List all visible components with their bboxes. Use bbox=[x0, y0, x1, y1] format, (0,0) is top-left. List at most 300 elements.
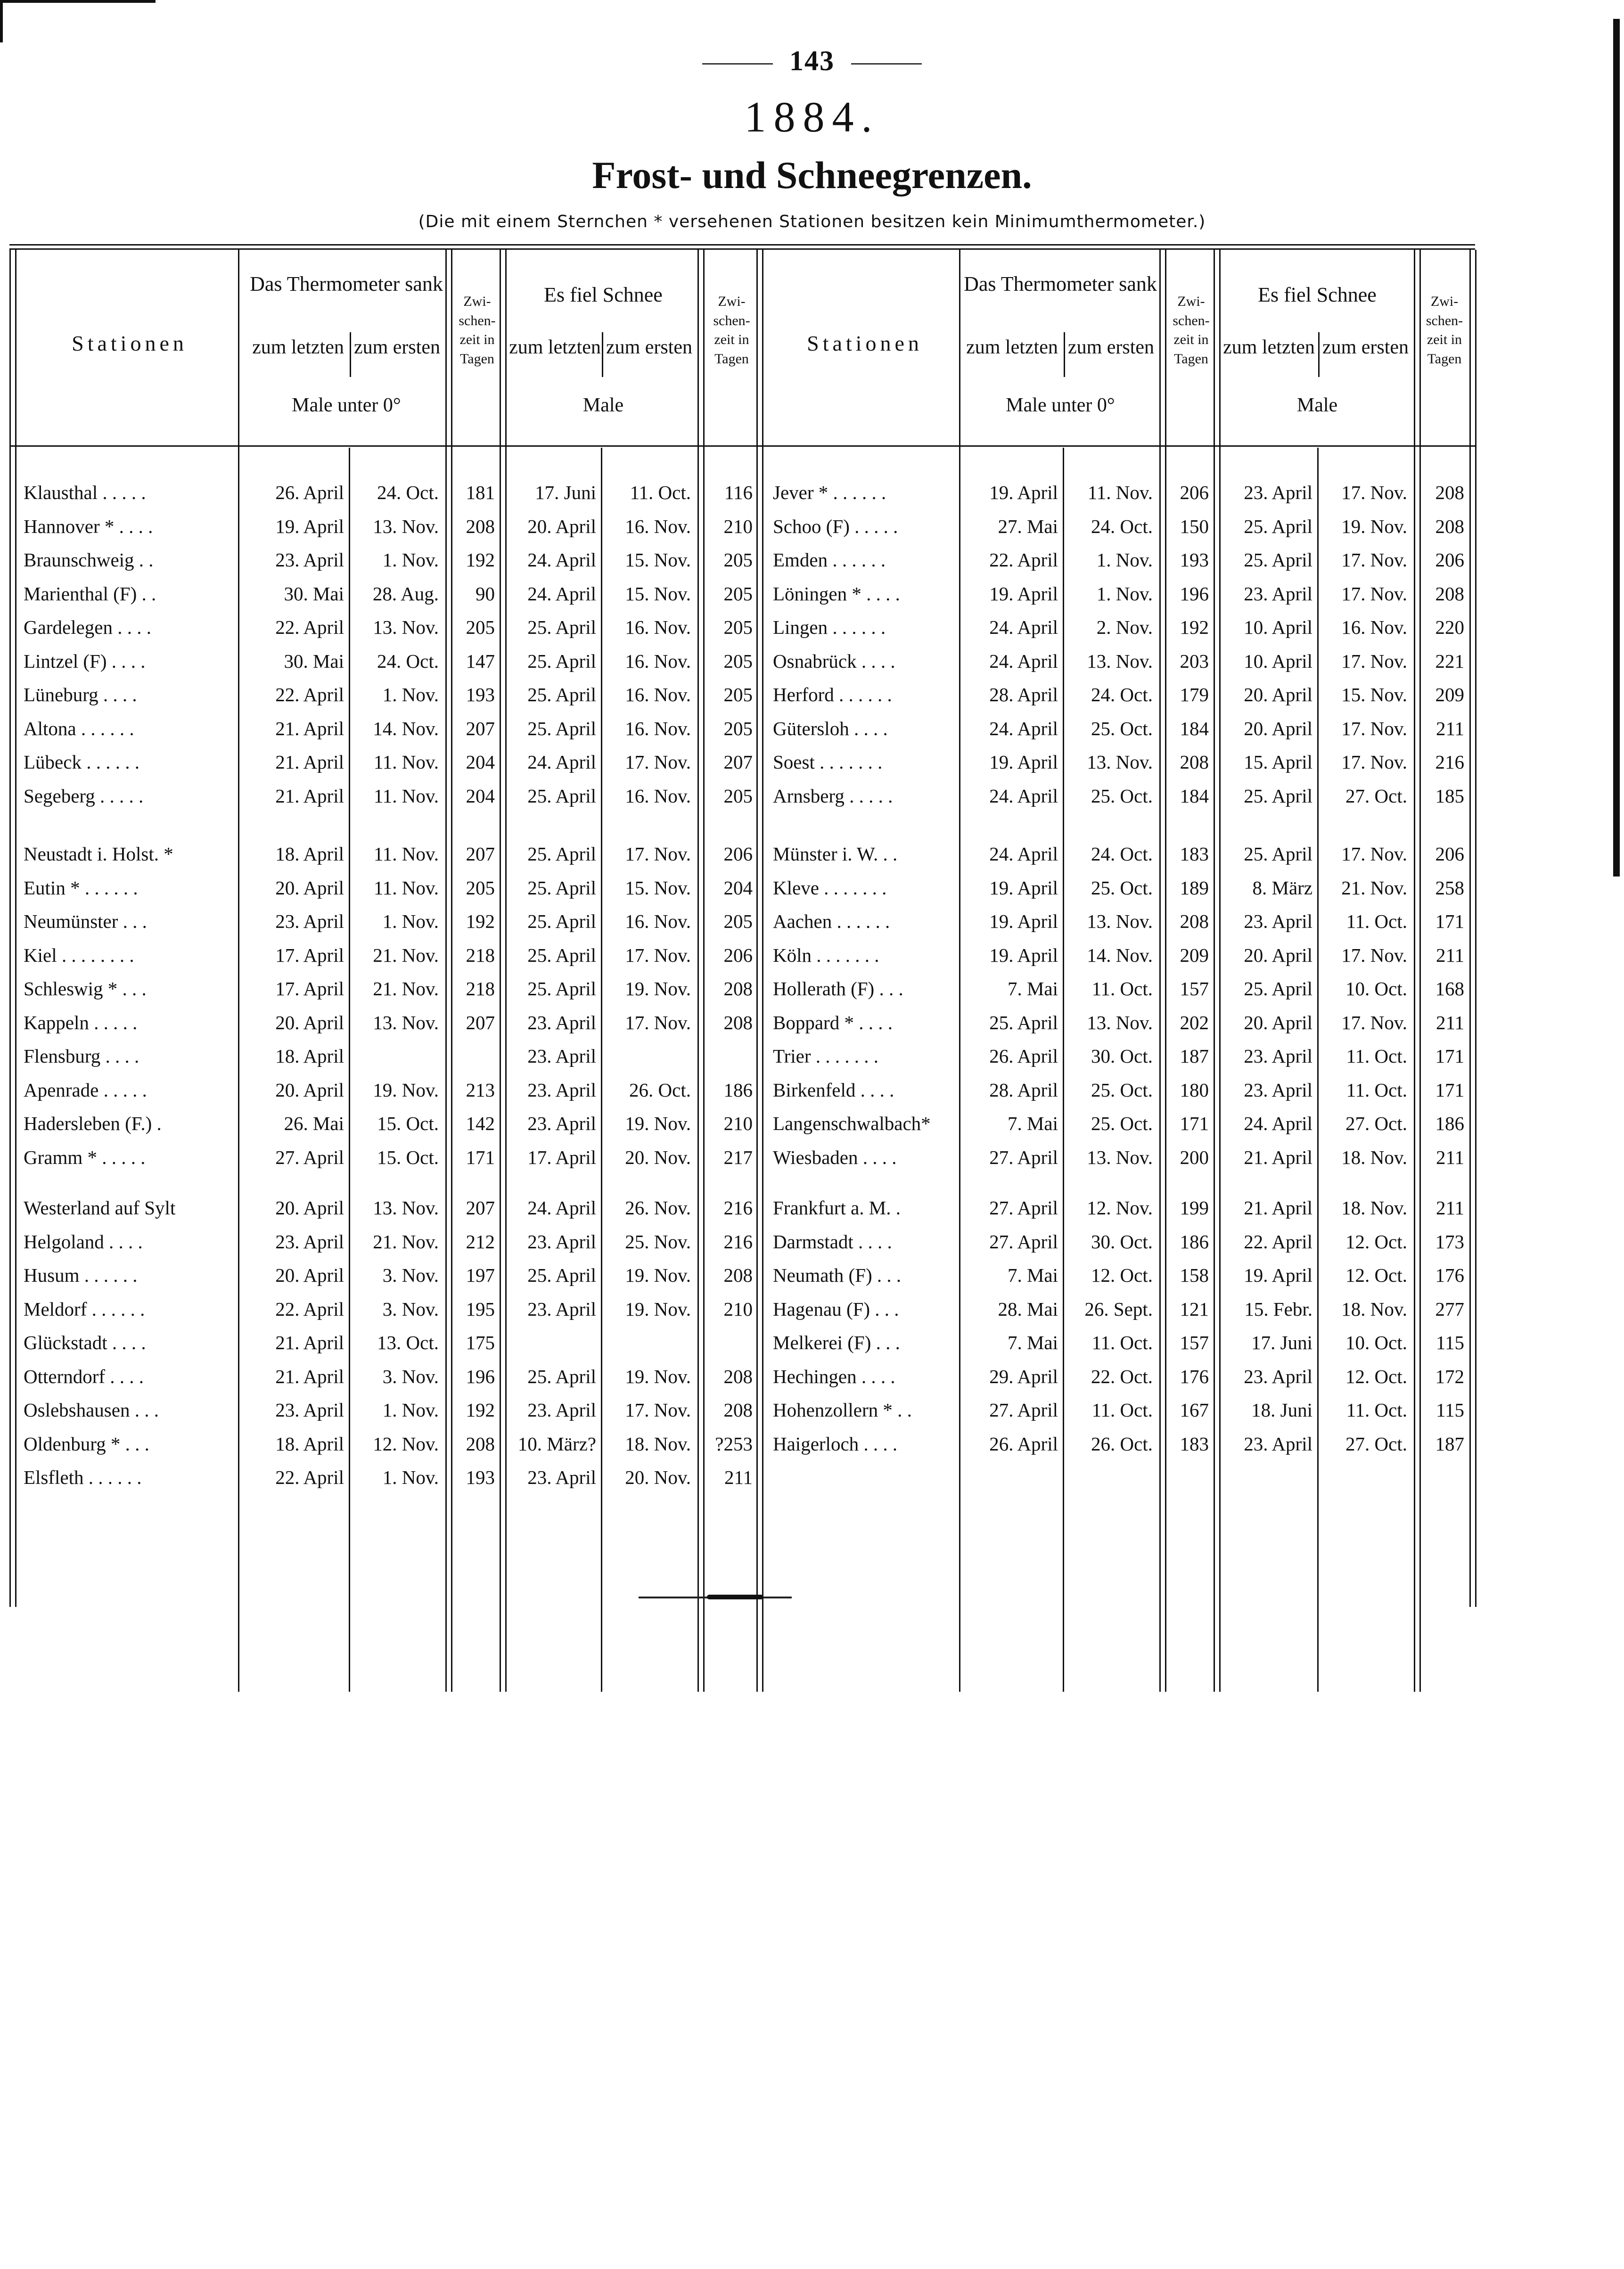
col-rule bbox=[445, 250, 447, 1692]
station-name: Langenschwalbach* bbox=[773, 1113, 931, 1134]
thermo-first-date: 13. Nov. bbox=[1087, 1011, 1153, 1033]
thermo-last-date: 17. April bbox=[275, 944, 344, 966]
snow-first-date: 25. Nov. bbox=[625, 1230, 691, 1253]
snow-interval-days: 211 bbox=[1436, 1197, 1464, 1219]
station-name: Emden . . . . . . bbox=[773, 549, 886, 571]
station-name: Elsfleth . . . . . . bbox=[24, 1466, 142, 1488]
header-stationen: Stationen bbox=[807, 331, 923, 355]
snow-interval-days: 220 bbox=[1435, 616, 1464, 638]
page-title: Frost- und Schneegrenzen. bbox=[592, 154, 1032, 197]
thermo-first-date: 1. Nov. bbox=[1096, 549, 1153, 571]
thermo-first-date: 2. Nov. bbox=[1096, 616, 1153, 638]
table-left-rule-2 bbox=[15, 250, 16, 1607]
thermo-last-date: 18. April bbox=[275, 1045, 344, 1067]
thermo-last-date: 30. Mai bbox=[284, 650, 344, 672]
snow-first-date: 16. Nov. bbox=[625, 717, 691, 739]
station-name: Helgoland . . . . bbox=[24, 1230, 143, 1253]
header-zum-letzten: zum letzten bbox=[1223, 336, 1315, 358]
snow-interval-days: 217 bbox=[723, 1146, 753, 1168]
thermo-interval-days: 176 bbox=[1180, 1365, 1209, 1387]
thermo-last-date: 23. April bbox=[275, 910, 344, 932]
page-edge-left bbox=[0, 0, 3, 42]
thermo-interval-days: 90 bbox=[476, 582, 495, 605]
snow-last-date: 22. April bbox=[1244, 1230, 1312, 1253]
thermo-last-date: 22. April bbox=[275, 616, 344, 638]
thermo-first-date: 12. Nov. bbox=[373, 1433, 439, 1455]
station-name: Herford . . . . . . bbox=[773, 684, 892, 705]
thermo-last-date: 18. April bbox=[275, 1433, 344, 1455]
snow-last-date: 24. April bbox=[527, 549, 596, 571]
thermo-first-date: 24. Oct. bbox=[1091, 843, 1153, 865]
snow-last-date: 23. April bbox=[527, 1079, 596, 1101]
thermo-last-date: 18. April bbox=[275, 843, 344, 865]
thermo-last-date: 27. April bbox=[989, 1146, 1058, 1168]
thermo-last-date: 28. April bbox=[989, 684, 1058, 705]
col-rule bbox=[959, 250, 960, 1692]
snow-interval-days: 205 bbox=[723, 717, 753, 739]
snow-last-date: 10. April bbox=[1244, 650, 1312, 672]
snow-interval-days: 205 bbox=[723, 549, 753, 571]
snow-last-date: 23. April bbox=[527, 1045, 596, 1067]
snow-last-date: 24. April bbox=[527, 1197, 596, 1219]
station-name: Schoo (F) . . . . . bbox=[773, 515, 898, 537]
col-rule bbox=[451, 250, 452, 1692]
station-name: Hohenzollern * . . bbox=[773, 1399, 912, 1421]
thermo-last-date: 27. April bbox=[989, 1399, 1058, 1421]
thermo-interval-days: 192 bbox=[466, 910, 495, 932]
thermo-interval-days: 213 bbox=[466, 1079, 495, 1101]
snow-last-date: 18. Juni bbox=[1251, 1399, 1312, 1421]
snow-first-date bbox=[601, 1328, 691, 1357]
thermo-first-date: 21. Nov. bbox=[373, 978, 439, 999]
snow-first-date: 20. Nov. bbox=[625, 1146, 691, 1168]
snow-last-date: 23. April bbox=[1244, 1365, 1312, 1387]
snow-last-date: 24. April bbox=[1244, 1113, 1312, 1134]
snow-last-date: 25. April bbox=[527, 876, 596, 899]
snow-first-date: 27. Oct. bbox=[1345, 785, 1407, 807]
thermo-last-date: 19. April bbox=[989, 482, 1058, 503]
snow-interval-days: 205 bbox=[723, 684, 753, 705]
header-bottom-rule bbox=[9, 445, 1475, 447]
thermo-last-date: 26. April bbox=[989, 1045, 1058, 1067]
col-rule bbox=[697, 250, 699, 1692]
thermo-interval-days: 189 bbox=[1180, 876, 1209, 899]
thermo-interval-days: 181 bbox=[466, 482, 495, 503]
snow-interval-days: 208 bbox=[723, 1264, 753, 1286]
thermo-interval-days: 147 bbox=[466, 650, 495, 672]
snow-interval-days: 208 bbox=[1435, 582, 1464, 605]
snow-first-date: 27. Oct. bbox=[1345, 1113, 1407, 1134]
thermo-last-date: 24. April bbox=[989, 785, 1058, 807]
snow-last-date: 25. April bbox=[527, 785, 596, 807]
snow-last-date: 17. April bbox=[527, 1146, 596, 1168]
thermo-interval-days bbox=[455, 1042, 495, 1070]
thermo-first-date: 13. Nov. bbox=[373, 515, 439, 537]
thermo-interval-days: 183 bbox=[1180, 843, 1209, 865]
thermo-first-date: 25. Oct. bbox=[1091, 785, 1153, 807]
table-right-rule bbox=[1475, 250, 1476, 1607]
snow-interval-days: 206 bbox=[1435, 843, 1464, 865]
thermo-first-date: 11. Nov. bbox=[373, 785, 439, 807]
station-name: Oldenburg * . . . bbox=[24, 1433, 149, 1455]
thermo-first-date bbox=[349, 1042, 439, 1070]
thermo-first-date: 13. Nov. bbox=[373, 616, 439, 638]
snow-interval-days: 210 bbox=[723, 1298, 753, 1320]
snow-first-date: 15. Nov. bbox=[1341, 684, 1407, 705]
thermo-first-date: 12. Oct. bbox=[1091, 1264, 1153, 1286]
thermo-first-date: 1. Nov. bbox=[382, 1466, 439, 1488]
thermo-first-date: 13. Nov. bbox=[373, 1011, 439, 1033]
snow-interval-days: 211 bbox=[1436, 1146, 1464, 1168]
thermo-first-date: 26. Oct. bbox=[1091, 1433, 1153, 1455]
thermo-last-date: 19. April bbox=[989, 910, 1058, 932]
thermo-last-date: 20. April bbox=[275, 1264, 344, 1286]
snow-interval-days: 211 bbox=[724, 1466, 753, 1488]
snow-last-date: 25. April bbox=[527, 684, 596, 705]
thermo-interval-days: 212 bbox=[466, 1230, 495, 1253]
snow-last-date: 25. April bbox=[1244, 978, 1312, 999]
header-male: Male bbox=[1296, 394, 1338, 416]
thermo-first-date: 3. Nov. bbox=[382, 1365, 439, 1387]
thermo-interval-days: 193 bbox=[466, 684, 495, 705]
snow-last-date: 25. April bbox=[527, 910, 596, 932]
snow-last-date: 25. April bbox=[527, 1365, 596, 1387]
thermo-first-date: 13. Nov. bbox=[373, 1197, 439, 1219]
snow-first-date: 18. Nov. bbox=[625, 1433, 691, 1455]
station-name: Soest . . . . . . . bbox=[773, 751, 883, 773]
snow-interval-days: 187 bbox=[1435, 1433, 1464, 1455]
snow-first-date: 17. Nov. bbox=[1341, 751, 1407, 773]
snow-last-date: 25. April bbox=[527, 717, 596, 739]
thermo-last-date: 28. April bbox=[989, 1079, 1058, 1101]
snow-last-date: 23. April bbox=[1244, 910, 1312, 932]
station-name: Husum . . . . . . bbox=[24, 1264, 138, 1286]
thermo-interval-days: 205 bbox=[466, 616, 495, 638]
thermo-interval-days: 208 bbox=[1180, 751, 1209, 773]
snow-first-date: 27. Oct. bbox=[1345, 1433, 1407, 1455]
thermo-first-date: 24. Oct. bbox=[377, 650, 439, 672]
snow-first-date: 19. Nov. bbox=[625, 1113, 691, 1134]
snow-first-date: 11. Oct. bbox=[630, 482, 691, 503]
snow-last-date: 23. April bbox=[527, 1230, 596, 1253]
snow-first-date: 17. Nov. bbox=[1341, 1011, 1407, 1033]
thermo-first-date: 25. Oct. bbox=[1091, 1079, 1153, 1101]
thermo-last-date: 19. April bbox=[989, 582, 1058, 605]
thermo-first-date: 22. Oct. bbox=[1091, 1365, 1153, 1387]
thermo-last-date: 22. April bbox=[989, 549, 1058, 571]
thermo-first-date: 13. Nov. bbox=[1087, 1146, 1153, 1168]
station-name: Arnsberg . . . . . bbox=[773, 785, 893, 807]
snow-first-date: 15. Nov. bbox=[625, 582, 691, 605]
station-name: Münster i. W. . . bbox=[773, 843, 898, 865]
snow-first-date: 16. Nov. bbox=[625, 616, 691, 638]
snow-interval-days: 206 bbox=[723, 944, 753, 966]
header-zwischenzeit: Zwi- schen- zeit in Tagen bbox=[1173, 294, 1210, 367]
thermo-last-date: 21. April bbox=[275, 751, 344, 773]
station-name: Braunschweig . . bbox=[24, 549, 154, 571]
snow-first-date: 19. Nov. bbox=[625, 1298, 691, 1320]
thermo-interval-days: 208 bbox=[1180, 910, 1209, 932]
thermo-interval-days: 202 bbox=[1180, 1011, 1209, 1033]
snow-first-date: 26. Oct. bbox=[629, 1079, 691, 1101]
snow-last-date: 25. April bbox=[1244, 785, 1312, 807]
snow-first-date: 17. Nov. bbox=[1341, 717, 1407, 739]
snow-interval-days: 205 bbox=[723, 616, 753, 638]
thermo-first-date: 1. Nov. bbox=[382, 910, 439, 932]
col-rule bbox=[1214, 250, 1215, 1692]
thermo-interval-days: 184 bbox=[1180, 785, 1209, 807]
snow-last-date: 23. April bbox=[1244, 1045, 1312, 1067]
thermo-last-date: 26. Mai bbox=[284, 1113, 344, 1134]
thermo-interval-days: 192 bbox=[1180, 616, 1209, 638]
snow-interval-days: 211 bbox=[1436, 1011, 1464, 1033]
snow-interval-days: 258 bbox=[1435, 876, 1464, 899]
snow-interval-days: 211 bbox=[1436, 944, 1464, 966]
thermo-interval-days: 171 bbox=[1180, 1113, 1209, 1134]
snow-first-date: 11. Oct. bbox=[1346, 1399, 1407, 1421]
snow-interval-days: 171 bbox=[1435, 1079, 1464, 1101]
snow-interval-days: 210 bbox=[723, 515, 753, 537]
snow-first-date: 18. Nov. bbox=[1341, 1298, 1407, 1320]
thermo-last-date: 19. April bbox=[275, 515, 344, 537]
thermo-interval-days: 208 bbox=[466, 515, 495, 537]
thermo-interval-days: 207 bbox=[466, 717, 495, 739]
page-subtitle: (Die mit einem Sternchen * versehenen Stationen besitzen kein Minimumthermometer.) bbox=[418, 212, 1206, 231]
snow-first-date: 17. Nov. bbox=[625, 843, 691, 865]
snow-last-date: 15. April bbox=[1244, 751, 1312, 773]
thermo-first-date: 11. Nov. bbox=[1087, 482, 1153, 503]
snow-first-date: 17. Nov. bbox=[1341, 549, 1407, 571]
header-zum-ersten: zum ersten bbox=[1067, 336, 1155, 358]
thermo-first-date: 11. Oct. bbox=[1091, 1399, 1153, 1421]
thermo-last-date: 21. April bbox=[275, 1332, 344, 1353]
thermo-last-date: 22. April bbox=[275, 1298, 344, 1320]
snow-first-date: 19. Nov. bbox=[1341, 515, 1407, 537]
snow-last-date: 20. April bbox=[1244, 717, 1312, 739]
snow-first-date bbox=[601, 1042, 691, 1070]
thermo-interval-days: 157 bbox=[1180, 1332, 1209, 1353]
snow-last-date: 23. April bbox=[527, 1466, 596, 1488]
thermo-last-date: 7. Mai bbox=[1007, 1264, 1058, 1286]
snow-first-date: 11. Oct. bbox=[1346, 910, 1407, 932]
header-schnee: Es fiel Schnee bbox=[544, 283, 663, 306]
thermo-first-date: 24. Oct. bbox=[1091, 684, 1153, 705]
thermo-first-date: 11. Nov. bbox=[373, 876, 439, 899]
station-name: Hollerath (F) . . . bbox=[773, 978, 903, 999]
thermo-first-date: 12. Nov. bbox=[1087, 1197, 1153, 1219]
header-zum-letzten: zum letzten bbox=[966, 336, 1058, 358]
header-zum-letzten: zum letzten bbox=[252, 336, 344, 358]
thermo-first-date: 21. Nov. bbox=[373, 944, 439, 966]
thermo-first-date: 13. Nov. bbox=[1087, 751, 1153, 773]
station-name: Lüneburg . . . . bbox=[24, 684, 137, 705]
thermo-first-date: 21. Nov. bbox=[373, 1230, 439, 1253]
snow-interval-days: 216 bbox=[723, 1197, 753, 1219]
thermo-last-date: 26. April bbox=[989, 1433, 1058, 1455]
station-name: Eutin * . . . . . . bbox=[24, 876, 138, 899]
snow-interval-days: 115 bbox=[1436, 1399, 1464, 1421]
snow-interval-days: 221 bbox=[1435, 650, 1464, 672]
thermo-interval-days: 204 bbox=[466, 751, 495, 773]
station-name: Neumath (F) . . . bbox=[773, 1264, 902, 1286]
thermo-interval-days: 175 bbox=[466, 1332, 495, 1353]
thermo-first-date: 11. Nov. bbox=[373, 843, 439, 865]
thermo-last-date: 19. April bbox=[989, 751, 1058, 773]
station-name: Trier . . . . . . . bbox=[773, 1045, 878, 1067]
thermo-interval-days: 142 bbox=[466, 1113, 495, 1134]
snow-interval-days: 186 bbox=[1435, 1113, 1464, 1134]
station-name: Wiesbaden . . . . bbox=[773, 1146, 897, 1168]
snow-first-date: 17. Nov. bbox=[625, 1011, 691, 1033]
end-rule-ornament bbox=[707, 1595, 763, 1599]
table-top-rule bbox=[9, 244, 1475, 250]
table-left-rule bbox=[9, 250, 11, 1607]
header-stationen: Stationen bbox=[72, 331, 188, 355]
snow-last-date: 20. April bbox=[527, 515, 596, 537]
thermo-interval-days: 158 bbox=[1180, 1264, 1209, 1286]
snow-first-date: 10. Oct. bbox=[1345, 978, 1407, 999]
thermo-first-date: 14. Nov. bbox=[1087, 944, 1153, 966]
snow-last-date: 25. April bbox=[1244, 843, 1312, 865]
station-name: Marienthal (F) . . bbox=[24, 582, 156, 605]
col-rule bbox=[500, 250, 501, 1692]
thermo-last-date: 24. April bbox=[989, 717, 1058, 739]
page-number-dash-left bbox=[702, 63, 773, 65]
col-rule bbox=[703, 250, 705, 1692]
snow-interval-days: 172 bbox=[1435, 1365, 1464, 1387]
snow-last-date: 10. April bbox=[1244, 616, 1312, 638]
snow-last-date: 17. Juni bbox=[535, 482, 596, 503]
thermo-last-date: 23. April bbox=[275, 1399, 344, 1421]
snow-interval-days: 210 bbox=[723, 1113, 753, 1134]
snow-last-date: 23. April bbox=[527, 1298, 596, 1320]
col-rule bbox=[505, 250, 507, 1692]
snow-interval-days: 205 bbox=[723, 582, 753, 605]
snow-interval-days: 206 bbox=[723, 843, 753, 865]
header-zwischenzeit: Zwi- schen- zeit in Tagen bbox=[1426, 294, 1463, 367]
thermo-interval-days: 171 bbox=[466, 1146, 495, 1168]
station-name: Frankfurt a. M. . bbox=[773, 1197, 901, 1219]
col-rule bbox=[1159, 250, 1161, 1692]
snow-last-date: 25. April bbox=[1244, 515, 1312, 537]
thermo-interval-days: 179 bbox=[1180, 684, 1209, 705]
station-name: Altona . . . . . . bbox=[24, 717, 134, 739]
thermo-last-date: 27. April bbox=[275, 1146, 344, 1168]
station-name: Boppard * . . . . bbox=[773, 1011, 893, 1033]
snow-first-date: 11. Oct. bbox=[1346, 1079, 1407, 1101]
snow-interval-days: 208 bbox=[723, 1399, 753, 1421]
station-name: Kleve . . . . . . . bbox=[773, 876, 887, 899]
snow-last-date: 23. April bbox=[527, 1113, 596, 1134]
snow-first-date: 18. Nov. bbox=[1341, 1197, 1407, 1219]
thermo-first-date: 1. Nov. bbox=[382, 549, 439, 571]
year-heading: 1884. bbox=[744, 93, 880, 141]
thermo-interval-days: 186 bbox=[1180, 1230, 1209, 1253]
station-name: Kappeln . . . . . bbox=[24, 1011, 138, 1033]
thermo-interval-days: 207 bbox=[466, 1197, 495, 1219]
snow-interval-days bbox=[707, 1042, 753, 1070]
thermo-interval-days: 199 bbox=[1180, 1197, 1209, 1219]
thermo-last-date: 27. Mai bbox=[998, 515, 1058, 537]
thermo-interval-days: 206 bbox=[1180, 482, 1209, 503]
thermo-interval-days: 180 bbox=[1180, 1079, 1209, 1101]
header-thermometer: Das Thermometer sank bbox=[964, 272, 1157, 295]
thermo-interval-days: 196 bbox=[466, 1365, 495, 1387]
snow-last-date: 25. April bbox=[527, 978, 596, 999]
snow-interval-days: 171 bbox=[1435, 910, 1464, 932]
station-name: Hechingen . . . . bbox=[773, 1365, 895, 1387]
snow-last-date: 19. April bbox=[1244, 1264, 1312, 1286]
thermo-interval-days: 207 bbox=[466, 1011, 495, 1033]
snow-last-date: 23. April bbox=[527, 1399, 596, 1421]
snow-first-date: 15. Nov. bbox=[625, 549, 691, 571]
thermo-first-date: 26. Sept. bbox=[1084, 1298, 1153, 1320]
header-thermometer: Das Thermometer sank bbox=[250, 272, 443, 295]
snow-interval-days: 185 bbox=[1435, 785, 1464, 807]
station-name: Hadersleben (F.) . bbox=[24, 1113, 162, 1134]
snow-first-date: 17. Nov. bbox=[625, 751, 691, 773]
thermo-last-date: 20. April bbox=[275, 1197, 344, 1219]
snow-last-date: 25. April bbox=[527, 843, 596, 865]
thermo-interval-days: 218 bbox=[466, 944, 495, 966]
thermo-last-date: 19. April bbox=[989, 876, 1058, 899]
snow-interval-days: 208 bbox=[1435, 515, 1464, 537]
snow-interval-days: 186 bbox=[723, 1079, 753, 1101]
snow-interval-days: ?253 bbox=[715, 1433, 753, 1455]
thermo-first-date: 25. Oct. bbox=[1091, 876, 1153, 899]
thermo-last-date: 7. Mai bbox=[1007, 1113, 1058, 1134]
snow-first-date: 16. Nov. bbox=[625, 650, 691, 672]
snow-first-date: 12. Oct. bbox=[1345, 1365, 1407, 1387]
station-name: Glückstadt . . . . bbox=[24, 1332, 146, 1353]
station-name: Flensburg . . . . bbox=[24, 1045, 139, 1067]
snow-last-date: 17. Juni bbox=[1251, 1332, 1312, 1353]
thermo-first-date: 25. Oct. bbox=[1091, 1113, 1153, 1134]
snow-interval-days: 171 bbox=[1435, 1045, 1464, 1067]
thermo-first-date: 13. Oct. bbox=[377, 1332, 439, 1353]
thermo-last-date: 21. April bbox=[275, 717, 344, 739]
snow-last-date: 15. Febr. bbox=[1244, 1298, 1312, 1320]
station-name: Gardelegen . . . . bbox=[24, 616, 151, 638]
snow-first-date: 21. Nov. bbox=[1341, 876, 1407, 899]
thermo-last-date: 30. Mai bbox=[284, 582, 344, 605]
thermo-interval-days: 150 bbox=[1180, 515, 1209, 537]
col-rule bbox=[1414, 250, 1415, 1692]
snow-last-date: 25. April bbox=[1244, 549, 1312, 571]
snow-first-date: 16. Nov. bbox=[625, 684, 691, 705]
snow-last-date: 23. April bbox=[527, 1011, 596, 1033]
col-rule bbox=[756, 250, 758, 1692]
thermo-interval-days: 121 bbox=[1180, 1298, 1209, 1320]
snow-interval-days: 176 bbox=[1435, 1264, 1464, 1286]
thermo-interval-days: 192 bbox=[466, 1399, 495, 1421]
snow-first-date: 15. Nov. bbox=[625, 876, 691, 899]
thermo-last-date: 25. April bbox=[989, 1011, 1058, 1033]
thermo-last-date: 23. April bbox=[275, 549, 344, 571]
thermo-last-date: 22. April bbox=[275, 1466, 344, 1488]
thermo-first-date: 1. Nov. bbox=[382, 684, 439, 705]
snow-first-date: 19. Nov. bbox=[625, 978, 691, 999]
thermo-interval-days: 195 bbox=[466, 1298, 495, 1320]
col-rule bbox=[1219, 250, 1221, 1692]
thermo-last-date: 21. April bbox=[275, 1365, 344, 1387]
station-name: Köln . . . . . . . bbox=[773, 944, 879, 966]
thermo-interval-days: 208 bbox=[466, 1433, 495, 1455]
station-name: Hannover * . . . . bbox=[24, 515, 153, 537]
snow-first-date: 17. Nov. bbox=[1341, 582, 1407, 605]
header-schnee: Es fiel Schnee bbox=[1258, 283, 1377, 306]
thermo-first-date: 15. Oct. bbox=[377, 1146, 439, 1168]
